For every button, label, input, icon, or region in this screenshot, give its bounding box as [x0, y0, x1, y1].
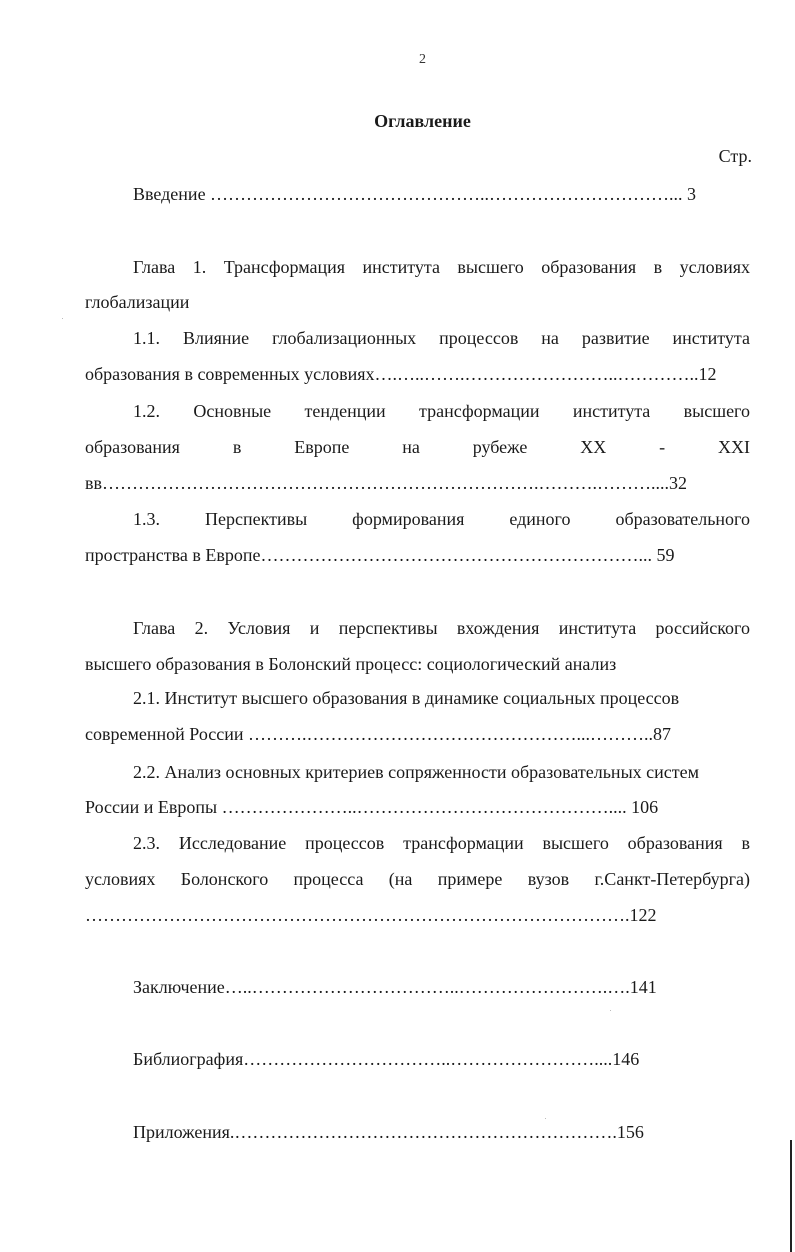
toc-entry-conclusion: Заключение…..……………………………..…………………….….141 — [133, 977, 657, 997]
toc-chapter-1-line-1: Глава 1. Трансформация института высшего образования в условиях — [133, 257, 750, 277]
toc-section-2-1-line-1: 2.1. Институт высшего образования в динамике социальных процессов — [133, 688, 680, 708]
toc-section-1-3-line-1: 1.3. Перспективы формирования единого образовательного — [133, 509, 750, 529]
toc-section-1-2-line-2: образования в Европе на рубеже XX - XXI — [85, 437, 750, 457]
page-number: 2 — [419, 52, 426, 67]
toc-section-1-3-line-2: пространства в Европе………………………………………………………... 59 — [85, 545, 675, 565]
toc-chapter-2-line-1: Глава 2. Условия и перспективы вхождения института российского — [133, 618, 750, 638]
scan-speck — [62, 318, 63, 319]
toc-entry-intro: Введение ………………………………………..…………………………... 3 — [133, 184, 697, 204]
toc-section-1-1-line-1: 1.1. Влияние глобализационных процессов на развитие института — [133, 328, 750, 348]
toc-section-1-2-line-3: вв……………………………………………………………….……….………....32 — [85, 473, 687, 493]
toc-section-2-3-line-3: ……………………………………………………………………………….122 — [85, 905, 657, 925]
toc-section-2-1-line-2: современной России ……….………………………………………...………..87 — [85, 724, 672, 744]
toc-section-1-1-line-2: образования в современных условиях….…..…….……………………..…………..12 — [85, 364, 717, 384]
toc-section-2-3-line-1: 2.3. Исследование процессов трансформации высшего образования в — [133, 833, 750, 853]
toc-section-1-2-line-1: 1.2. Основные тенденции трансформации института высшего — [133, 401, 750, 421]
scan-edge-line — [790, 1140, 792, 1252]
toc-section-2-2-line-2: России и Европы …………………..…………………………………….... 106 — [85, 797, 659, 817]
toc-chapter-1-line-2: глобализации — [85, 292, 190, 312]
toc-entry-appendix: Приложения.……………………………………………………….156 — [133, 1122, 644, 1142]
toc-entry-bibliography: Библиография……………………………..……………………....146 — [133, 1049, 640, 1069]
toc-chapter-2-line-2: высшего образования в Болонский процесс: социологический анализ — [85, 654, 617, 674]
page-title: Оглавление — [374, 111, 471, 131]
scan-speck — [610, 1010, 611, 1011]
scan-speck — [545, 1118, 546, 1119]
page-column-label: Стр. — [718, 146, 752, 166]
toc-section-2-3-line-2: условиях Болонского процесса (на примере вузов г.Санкт-Петербурга) — [85, 869, 750, 889]
toc-section-2-2-line-1: 2.2. Анализ основных критериев сопряженности образовательных систем — [133, 762, 700, 782]
